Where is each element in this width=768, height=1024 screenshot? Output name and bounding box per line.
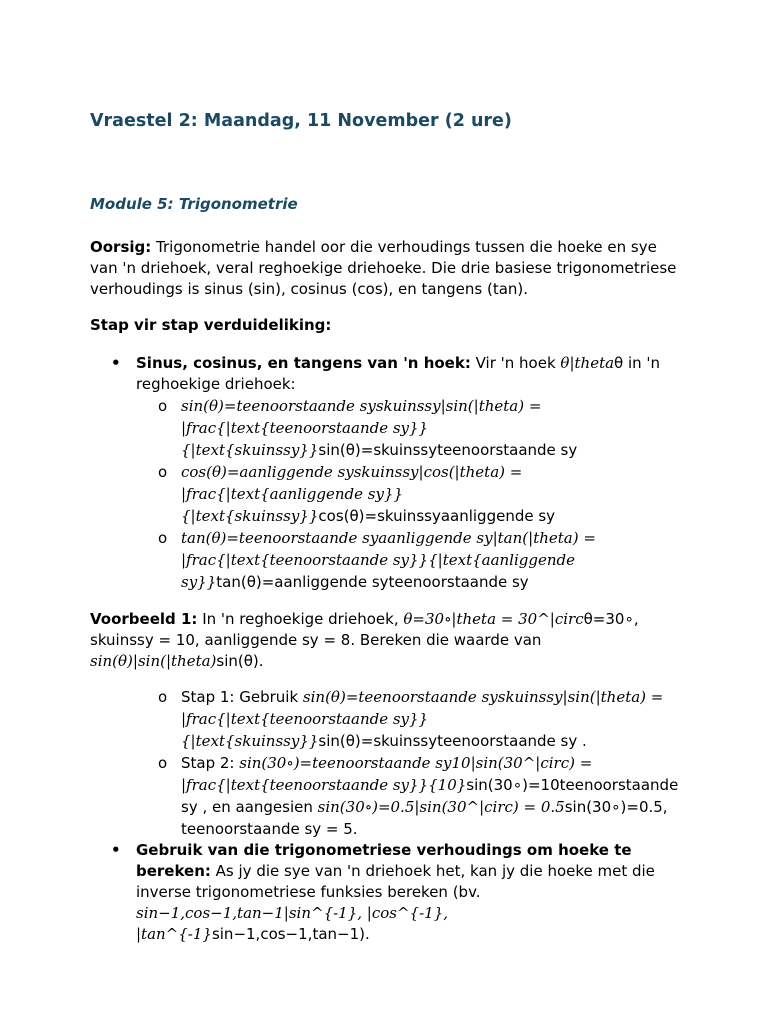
module-title: Module 5: Trigonometrie	[90, 195, 298, 213]
sub-list-item	[158, 395, 680, 461]
sub-bullet-marker: o	[158, 688, 168, 706]
list-item	[111, 840, 680, 945]
sub-list-item	[158, 461, 680, 527]
bullet-text: θ in 'n reghoekige driehoek:	[136, 354, 661, 393]
intro-label: Oorsig:	[90, 238, 152, 256]
math-expression: sin(θ)|sin(|theta)	[90, 652, 217, 670]
step-text: sin(θ)=skuinssyteenoorstaande sy .	[318, 732, 587, 750]
bullet-marker: •	[111, 354, 121, 372]
math-expression: sin(30∘)=teenoorstaande sy10|sin(30^|circ) = |frac{|text{teenoorstaande sy}}{10}	[181, 754, 593, 794]
step-text: sin(30∘)=10teenoorstaande sy , en aangesien	[181, 776, 679, 816]
bullet-text: As jy die sye van 'n driehoek het, kan jy die hoeke met die inverse trigonometriese funksies bereken (bv.	[136, 862, 655, 901]
list-item	[111, 353, 680, 593]
example-text: θ=30∘, skuinssy = 10, aanliggende sy = 8. Bereken die waarde van	[90, 610, 639, 649]
formula-text: cos(θ)=skuinssyaanliggende sy	[318, 507, 556, 525]
bullet-text: sin−1,cos−1,tan−1).	[211, 925, 370, 943]
bullet-list	[111, 840, 680, 945]
sub-list	[158, 395, 680, 593]
intro-paragraph	[90, 237, 680, 300]
example-text: sin(θ).	[216, 652, 264, 670]
math-expression: θ=30∘|theta = 30^|circ	[403, 610, 584, 628]
step-text: Stap 1: Gebruik	[181, 688, 303, 706]
document-content	[90, 110, 680, 945]
math-expression: θ|theta	[560, 354, 615, 372]
step-text: Stap 2:	[181, 754, 240, 772]
steps-heading	[90, 315, 680, 336]
sub-bullet-marker: o	[158, 529, 168, 547]
example-label: Voorbeeld 1:	[90, 610, 198, 628]
page-title: Vraestel 2: Maandag, 11 November (2 ure)	[90, 111, 512, 131]
math-expression: sin(θ)=teenoorstaande syskuinssy|sin(|theta) = |frac{|text{teenoorstaande sy}}{|text{skuinssy}}	[181, 397, 542, 459]
bullet-list	[111, 353, 680, 593]
math-expression: cos(θ)=aanliggende syskuinssy|cos(|theta) = |frac{|text{aanliggende sy}}{|text{skuinssy}}	[181, 463, 523, 525]
example-paragraph	[90, 609, 680, 672]
bullet-label: Gebruik van die trigonometriese verhoudings om hoeke te bereken:	[136, 841, 632, 880]
example-steps-list	[158, 686, 680, 840]
math-expression: sin(30∘)=0.5|sin(30^|circ) = 0.5	[317, 798, 565, 816]
sub-bullet-marker: o	[158, 397, 168, 415]
bullet-marker: •	[111, 841, 121, 859]
math-expression: tan(θ)=teenoorstaande syaanliggende sy|tan(|theta) = |frac{|text{teenoorstaande sy}}{|text{aanliggende sy}}	[181, 529, 596, 591]
sub-bullet-marker: o	[158, 754, 168, 772]
sub-list-item	[158, 752, 680, 840]
formula-text: sin(θ)=skuinssyteenoorstaande sy	[318, 441, 578, 459]
math-expression: sin(θ)=teenoorstaande syskuinssy|sin(|theta) = |frac{|text{teenoorstaande sy}}{|text{skuinssy}}	[181, 688, 664, 750]
step-text: sin(30∘)=0.5, teenoorstaande sy = 5.	[181, 798, 668, 838]
math-expression: sin−1,cos−1,tan−1|sin^{-1}, |cos^{-1}, |tan^{-1}	[136, 904, 449, 943]
sub-list-item	[158, 686, 680, 752]
sub-bullet-marker: o	[158, 463, 168, 481]
steps-heading-label: Stap vir stap verduideliking:	[90, 316, 332, 334]
bullet-text: Vir 'n hoek	[470, 354, 561, 372]
formula-text: tan(θ)=aanliggende syteenoorstaande sy	[216, 573, 529, 591]
example-text: In 'n reghoekige driehoek,	[197, 610, 404, 628]
bullet-label: Sinus, cosinus, en tangens van 'n hoek:	[136, 354, 471, 372]
intro-text: Trigonometrie handel oor die verhoudings tussen die hoeke en sye van 'n driehoek, veral reghoekige driehoeke. Die drie basiese trigonometriese verhoudings is sinus (sin), cosinus (cos), en tangens (tan).	[90, 238, 677, 298]
sub-list-item	[158, 527, 680, 593]
